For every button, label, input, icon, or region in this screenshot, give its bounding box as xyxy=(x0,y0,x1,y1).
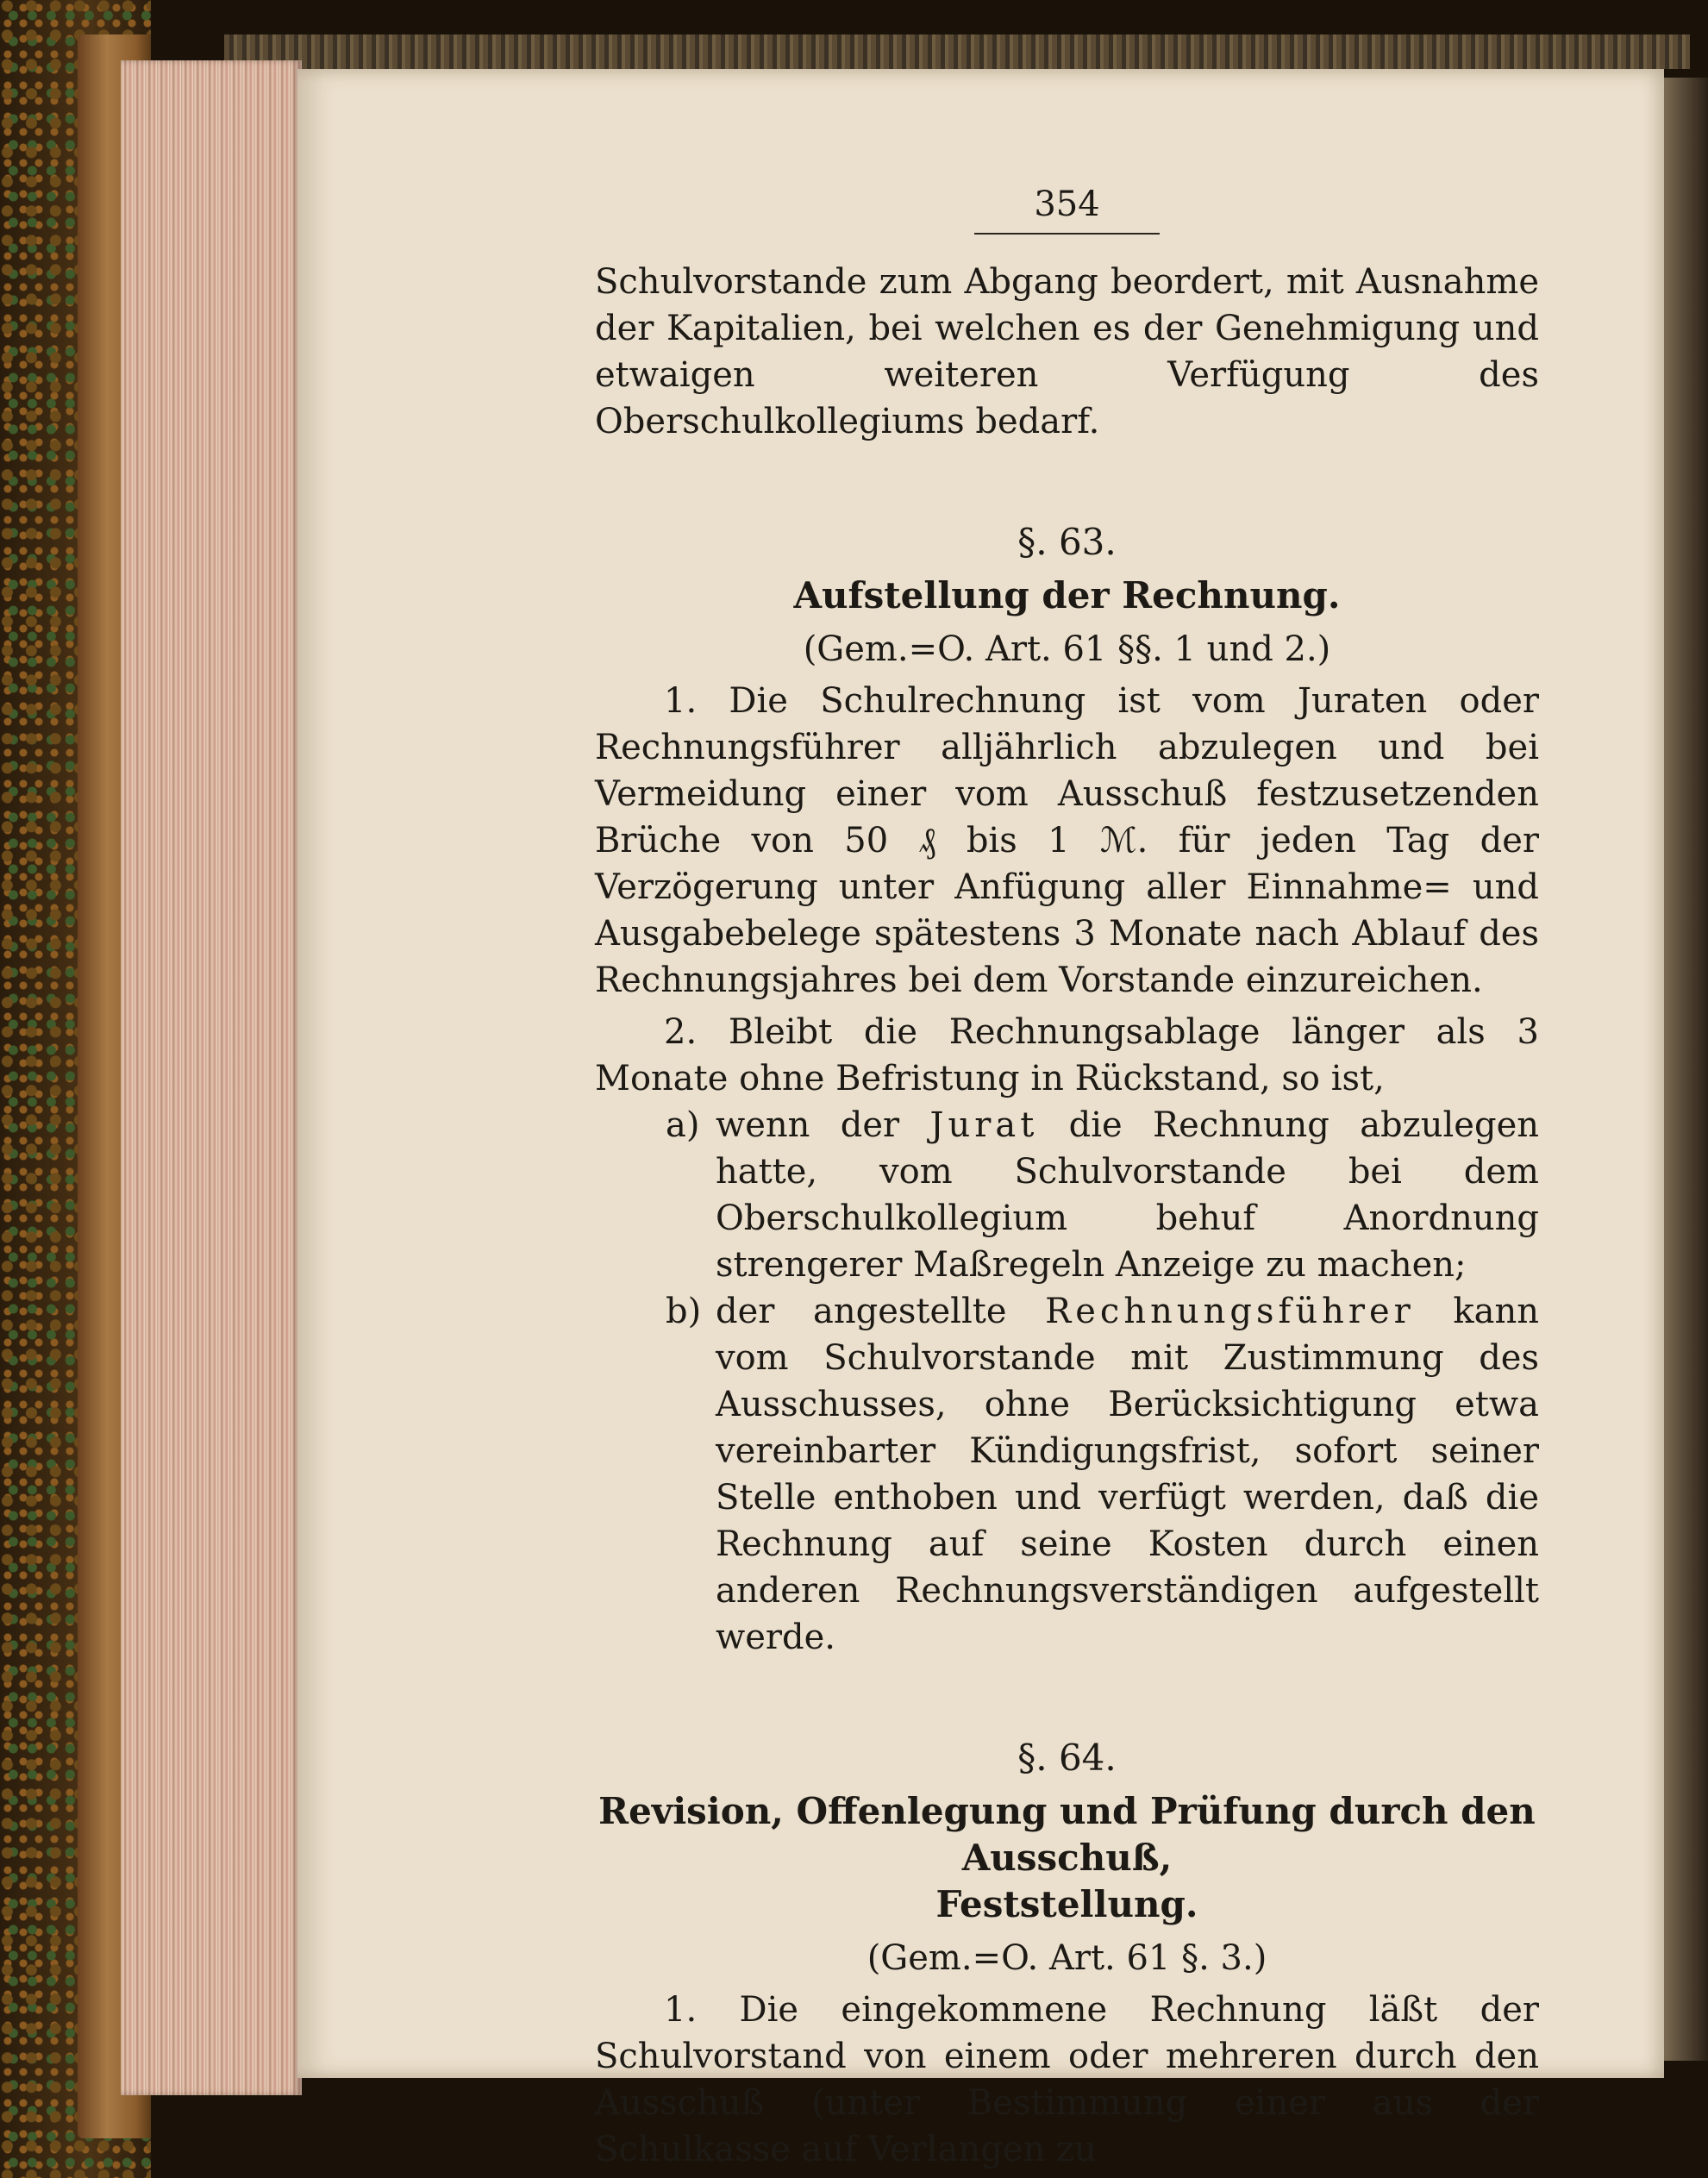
section-63-number: §. 63. xyxy=(1017,521,1117,563)
page-edges xyxy=(121,60,302,2095)
right-page-edge xyxy=(1664,78,1708,2061)
page-content xyxy=(595,181,1539,2173)
section-64-paragraph-1: 1. Die eingekommene Rechnung läßt der Schulvorstand von einem oder mehreren durch den Ausschuß (unter Bestimmung einer aus der Schulkasse auf Verlangen zu xyxy=(595,1990,1539,2169)
section-63-title: Aufstellung der Rechnung. xyxy=(793,574,1341,616)
section-63-paragraph-2: 2. Bleibt die Rechnungsablage länger als 3 Monate ohne Befristung in Rückstand, so ist, xyxy=(595,1012,1539,1098)
section-64-title-line-2: Feststellung. xyxy=(935,1883,1198,1925)
item-b-pre: der angestellte xyxy=(716,1292,1046,1331)
section-64-reference: (Gem.=O. Art. 61 §. 3.) xyxy=(867,1938,1267,1978)
section-63-item-a xyxy=(595,1102,1539,1288)
item-b-emphasis: Rechnungsführer xyxy=(1045,1292,1415,1331)
section-63-item-b xyxy=(595,1288,1539,1661)
page-number: 354 xyxy=(974,181,1160,235)
section-64-title-line-1: Revision, Offenlegung und Prüfung durch den Ausschuß, xyxy=(598,1790,1536,1879)
section-63-paragraph-1: 1. Die Schulrechnung ist vom Juraten oder Rechnungsführer alljährlich abzulegen und bei Vermeidung einer vom Ausschuß festzusetzenden Brüche von 50 ₰ bis 1 ℳ. für jeden Tag der Verzögerung unter Anfügung aller Einnahme= und Ausgabebelege spätestens 3 Monate nach Ablauf des Rechnungsjahres bei dem Vorstande einzureichen. xyxy=(595,681,1539,1000)
item-a-label: a) xyxy=(666,1105,700,1145)
intro-paragraph: Schulvorstande zum Abgang beordert, mit Ausnahme der Kapitalien, bei welchen es der Genehmigung und etwaigen weiteren Verfügung des Oberschulkollegiums bedarf. xyxy=(595,262,1539,441)
item-b-label: b) xyxy=(666,1292,702,1331)
section-63-reference: (Gem.=O. Art. 61 §§. 1 und 2.) xyxy=(803,629,1331,669)
item-a-post: die Rechnung abzulegen hatte, vom Schulvorstande bei dem Oberschulkollegium behuf Anordnung strengerer Maßregeln Anzeige zu machen; xyxy=(716,1105,1539,1285)
section-64-number: §. 64. xyxy=(1017,1737,1117,1779)
item-b-post: kann vom Schulvorstande mit Zustimmung des Ausschusses, ohne Berücksichtigung etwa vereinbarter Kündigungsfrist, sofort seiner Stelle enthoben und verfügt werden, daß die Rechnung auf seine Kosten durch einen anderen Rechnungsverständigen aufgestellt werde. xyxy=(716,1292,1539,1657)
item-a-pre: wenn der xyxy=(716,1105,930,1145)
page-block-top xyxy=(224,34,1690,69)
item-a-text xyxy=(716,1102,1539,1288)
item-b-text xyxy=(716,1288,1539,1661)
item-a-emphasis: Jurat xyxy=(929,1105,1039,1145)
